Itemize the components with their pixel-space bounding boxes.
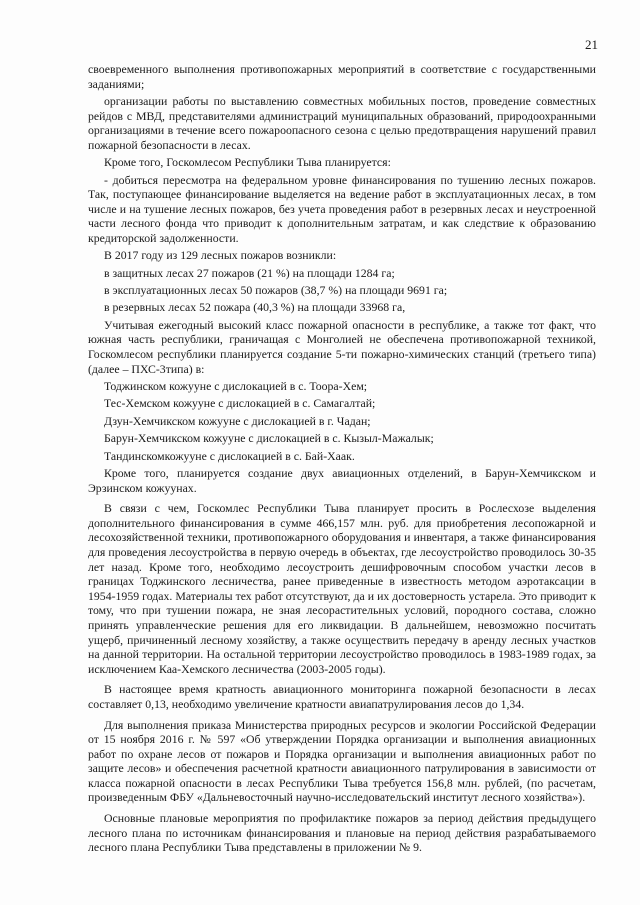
paragraph: Основные плановые мероприятия по профилактике пожаров за период действия предыдущего лесного плана по источникам финансирования и плановые на период действия разрабатываемого лесного плана Республики Тыва представлены в приложении № 9. <box>88 811 596 855</box>
list-item: в резервных лесах 52 пожара (40,3 %) на площади 33968 га, <box>104 300 406 315</box>
document-body <box>88 62 596 855</box>
paragraph: Учитывая ежегодный высокий класс пожарной опасности в республике, а также тот факт, что южная часть республики, граничащая с Монголией не обеспечена противопожарной техникой, Госкомлесом республики планируется создание 5-ти пожарно-химических станций (третьего типа) (далее – ПХС-3типа) в: <box>88 317 596 376</box>
list-item: Тандинскомкожууне с дислокацией в с. Бай-Хаак. <box>104 448 355 463</box>
list-item: в эксплуатационных лесах 50 пожаров (38,7 %) на площади 9691 га; <box>104 283 448 298</box>
list-item: Барун-Хемчикском кожууне с дислокацией в с. Кызыл-Мажалык; <box>104 431 434 446</box>
paragraph: Кроме того, планируется создание двух авиационных отделений, в Барун-Хемчикском и Эрзинском кожуунах. <box>88 466 596 495</box>
list-item: Тоджинском кожууне с дислокацией в с. Тоора-Хем; <box>104 379 368 394</box>
paragraph: - добиться пересмотра на федеральном уровне финансирования по тушению лесных пожаров. Так, поступающее финансирование выделяется на ведение работ в эксплуатационных лесах, в том числе и на тушение лесных пожаров, без учета проведения работ в резервных лесах и неустроенной части лесного фонда что приводит к дополнительным затратам, и как следствие к образованию кредиторской задолженности. <box>88 172 596 245</box>
paragraph: Для выполнения приказа Министерства природных ресурсов и экологии Российской Федерации от 15 ноября 2016 г. № 597 «Об утверждении Порядка организации и выполнения авиационных работ по охране лесов от пожаров и Порядка организации и выполнения авиационных работ по защите лесов» и обеспечения расчетной кратности авиационного патрулирования в зависимости от класса пожарной опасности в лесах Республики Тыва требуется 156,8 млн. рублей, (по расчетам, произведенным ФБУ «Дальневосточный научно-исследовательский институт лесного хозяйства»). <box>88 717 596 805</box>
list-item: Дзун-Хемчикском кожууне с дислокацией в г. Чадан; <box>104 413 371 428</box>
paragraph: организации работы по выставлению совместных мобильных постов, проведение совместных рейдов с МВД, представителями администраций муниципальных образований, природоохранными организациями в течение всего пожароопасного сезона с целью предотвращения нарушений правил пожарной безопасности в лесах. <box>88 93 596 152</box>
paragraph: своевременного выполнения противопожарных мероприятий в соответствие с государственными заданиями; <box>88 62 596 91</box>
list-item: Тес-Хемском кожууне с дислокацией в с. Самагалтай; <box>104 396 376 411</box>
list-item: в защитных лесах 27 пожаров (21 %) на площади 1284 га; <box>104 265 395 280</box>
page-number: 21 <box>585 37 598 52</box>
paragraph: В связи с чем, Госкомлес Республики Тыва планирует просить в Рослесхозе выделения дополнительного финансирования в сумме 466,157 млн. руб. для приобретения лесопожарной и лесохозяйственной техники, противопожарного оборудования и инвентаря, а также финансирования для проведения лесоустройства в первую очередь в объектах, где лесоустройство проводилось 30-35 лет назад. Кроме того, необходимо лесоустроить дешифровочным способом участки лесов в границах Тоджинского лесничества, ранее приведенные в известность методом аэротаксации в 1954-1959 годах. Материалы тех работ отсутствуют, да и их достоверность устарела. Это приводит к тому, что при тушении пожара, не зная лесорастительных условий, породного состава, сложно принять управленческие решения для его ликвидации. В дальнейшем, невозможно посчитать ущерб, причиненный лесному хозяйству, а также осуществить передачу в аренду лесных участков на данной территории. На остальной территории лесоустройство проводилось в 1983-1989 годах, за исключением Каа-Хемского лесничества (2003-2005 годы). <box>88 501 596 676</box>
paragraph: В настоящее время кратность авиационного мониторинга пожарной безопасности в лесах составляет 0,13, необходимо увеличение кратности авиапатрулирования лесов до 1,34. <box>88 682 596 711</box>
paragraph: В 2017 году из 129 лесных пожаров возникли: <box>104 248 337 263</box>
paragraph: Кроме того, Госкомлесом Республики Тыва планируется: <box>104 155 391 170</box>
